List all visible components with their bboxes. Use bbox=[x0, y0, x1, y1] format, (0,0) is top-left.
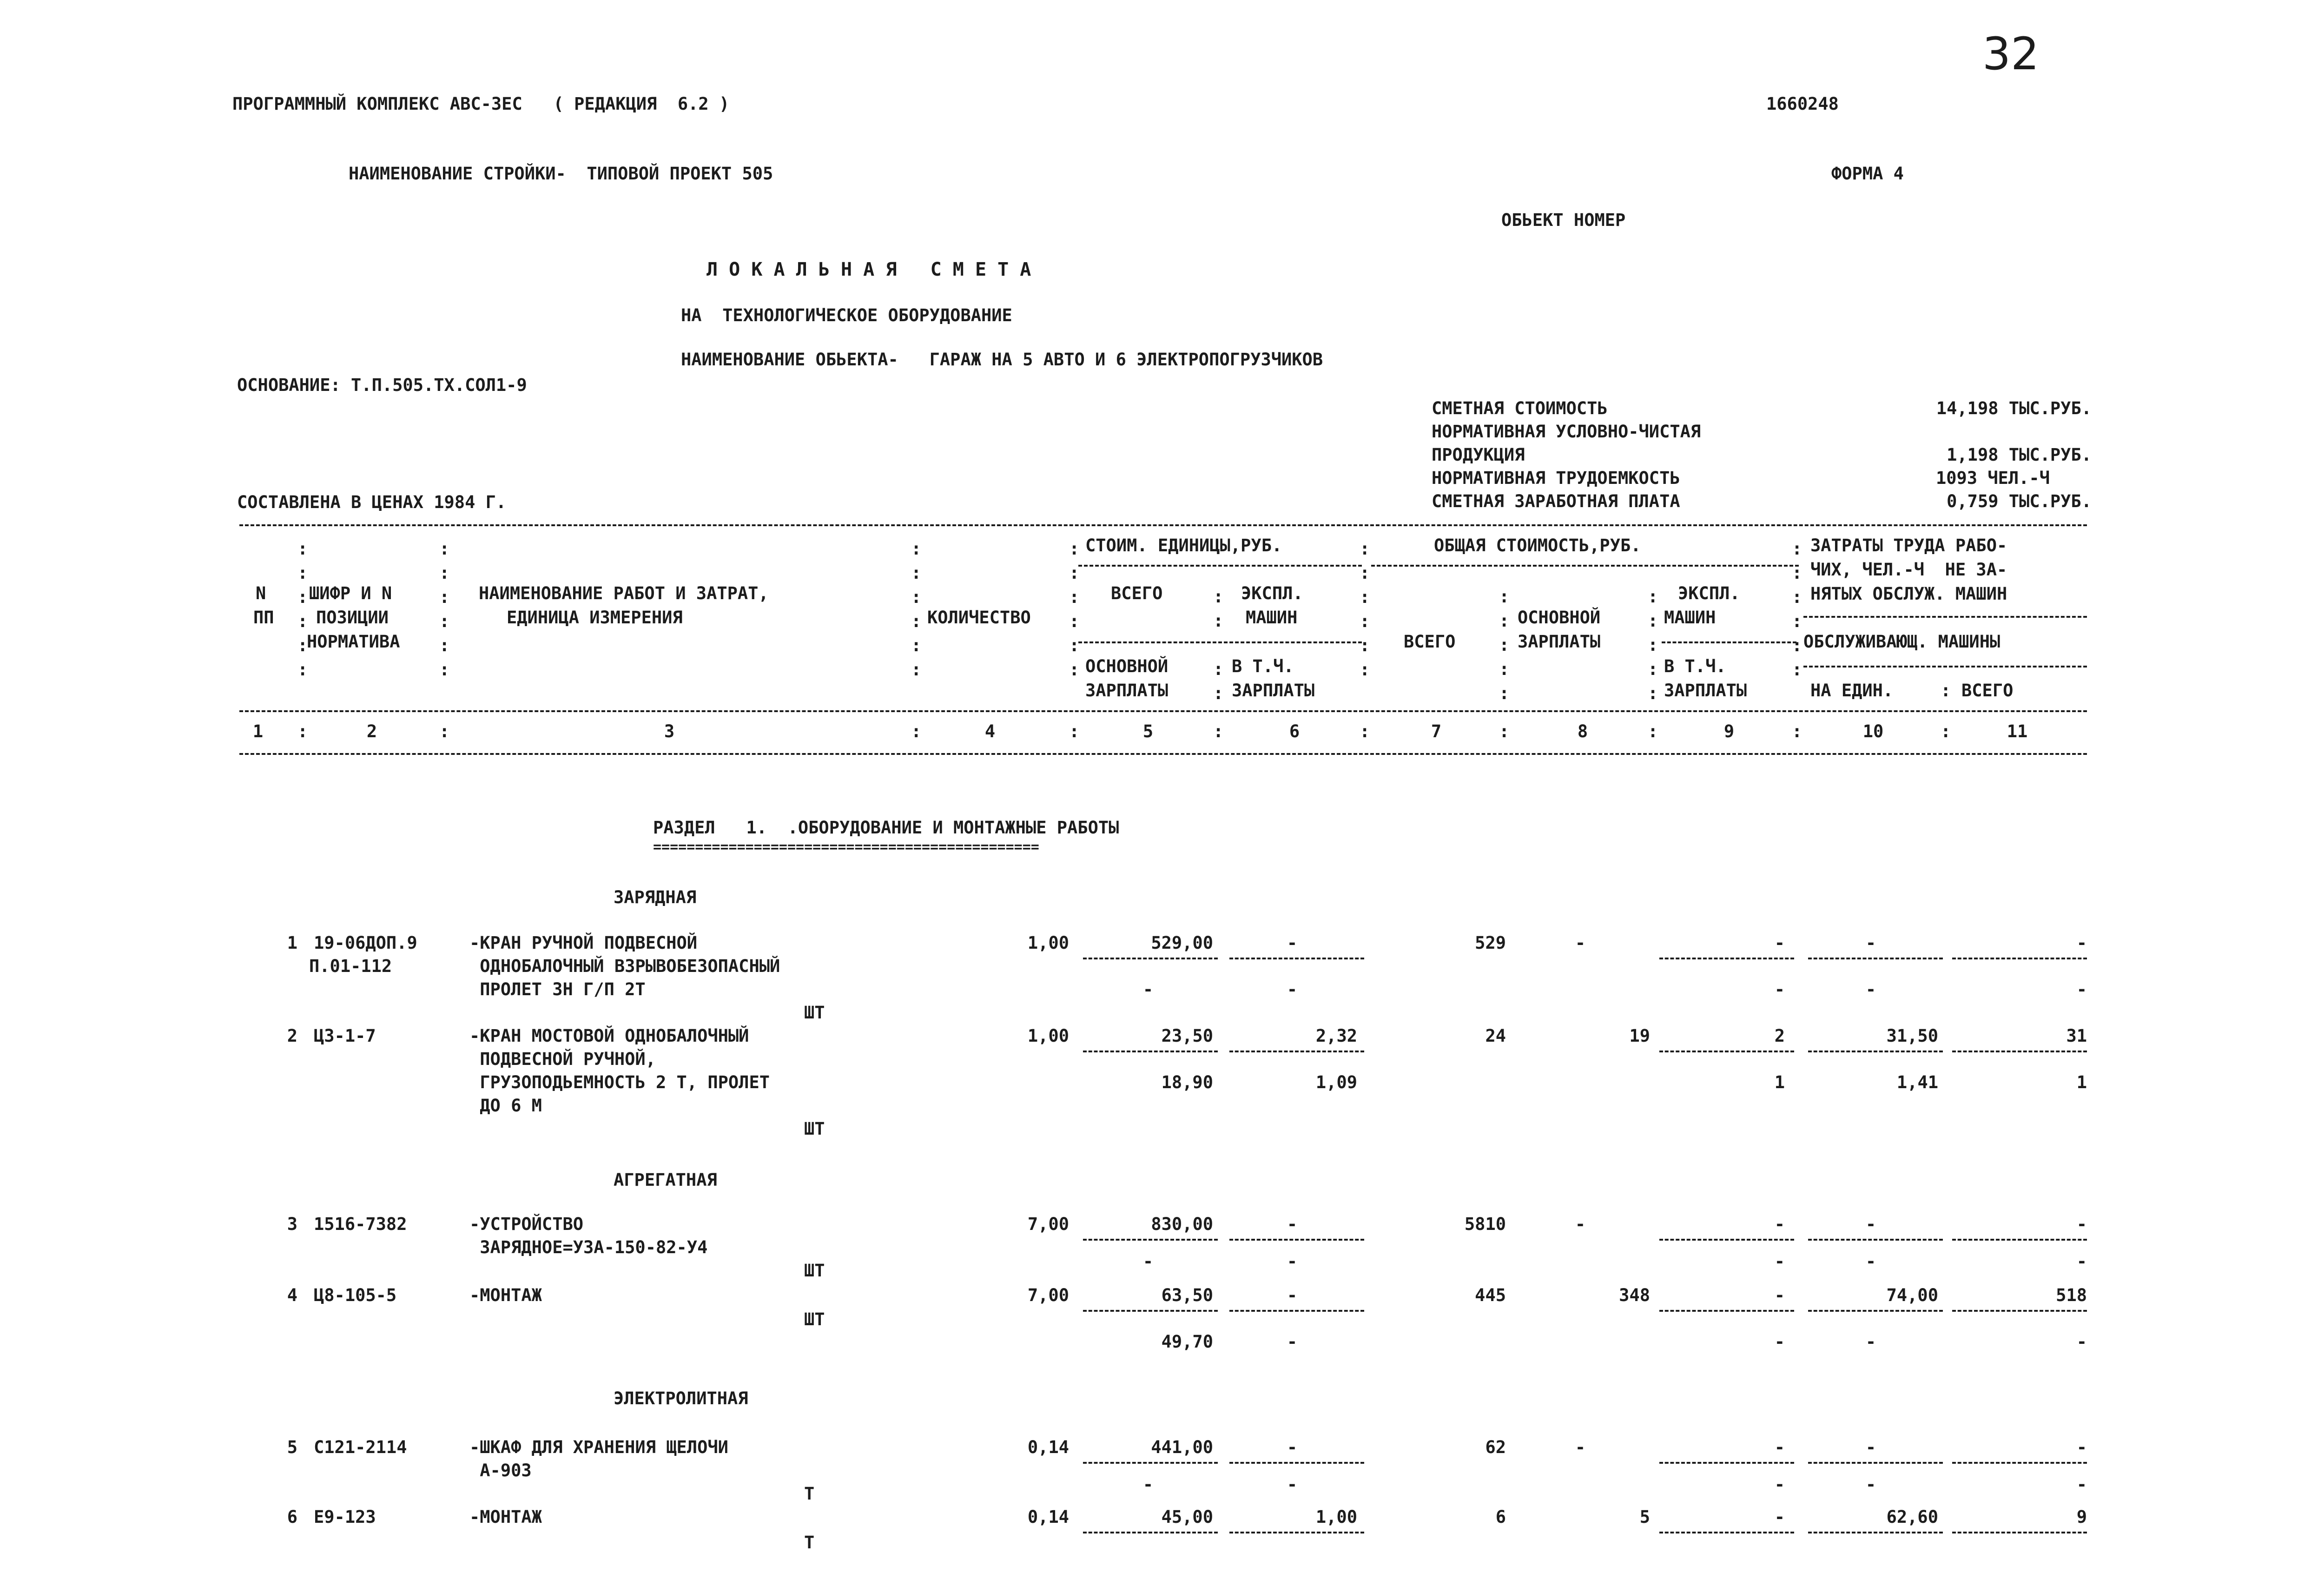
value-rule bbox=[1952, 1051, 2087, 1052]
page-number: 32 bbox=[1982, 28, 2040, 80]
value-rule bbox=[1229, 1462, 1364, 1464]
row-number: 1 bbox=[287, 933, 297, 953]
value-rule bbox=[1952, 1239, 2087, 1241]
column-number: 4 bbox=[984, 721, 996, 741]
row-labor-unit: - bbox=[1865, 1437, 1876, 1457]
row-name: -КРАН МОСТОВОЙ ОДНОБАЛОЧНЫЙ bbox=[469, 1026, 749, 1046]
unit-wage-header: ОСНОВНОЙ bbox=[1085, 656, 1169, 676]
column-number: 8 bbox=[1577, 721, 1588, 741]
column-separator: : bbox=[1069, 721, 1080, 741]
row-number: 3 bbox=[287, 1214, 297, 1234]
row-unit-total: 441,00 bbox=[1151, 1437, 1213, 1457]
column-separator: : : : : : bbox=[1499, 587, 1510, 703]
row-labor-unit: - bbox=[1865, 1332, 1876, 1352]
row-total-machine: - bbox=[1774, 1507, 1785, 1527]
document-code: 1660248 bbox=[1766, 94, 1839, 114]
row-total-machine-wage: 1 bbox=[1774, 1072, 1785, 1092]
value-rule bbox=[1952, 958, 2087, 959]
column-separator: : bbox=[1941, 721, 1951, 741]
row-name: -УСТРОЙСТВО bbox=[469, 1214, 584, 1234]
form-number: ФОРМА 4 bbox=[1831, 164, 1904, 184]
row-labor-total: - bbox=[2076, 933, 2087, 953]
value-rule bbox=[1659, 1310, 1794, 1312]
row-number: 5 bbox=[287, 1437, 297, 1457]
row-code: П.01-112 bbox=[309, 956, 392, 976]
column-number: 2 bbox=[366, 721, 377, 741]
row-name: ЗАРЯДНОЕ=УЗА-150-82-У4 bbox=[469, 1237, 708, 1257]
column-separator: : : : : : : bbox=[1069, 539, 1080, 680]
value-rule bbox=[1229, 958, 1364, 959]
labor-header: НЯТЫХ ОБСЛУЖ. МАШИН bbox=[1810, 584, 2007, 604]
row-unit: ШТ bbox=[804, 1119, 825, 1139]
row-unit: Т bbox=[804, 1484, 815, 1504]
group-title: ЭЛЕКТРОЛИТНАЯ bbox=[614, 1388, 748, 1408]
row-unit-wage: 49,70 bbox=[1161, 1332, 1213, 1352]
row-unit: Т bbox=[804, 1533, 815, 1553]
summary-label: НОРМАТИВНАЯ ТРУДОЕМКОСТЬ bbox=[1432, 468, 1680, 488]
total-wage-header: ЗАРПЛАТЫ bbox=[1518, 632, 1601, 652]
column-separator: : : : : : : bbox=[297, 539, 308, 680]
row-name: -МОНТАЖ bbox=[469, 1507, 542, 1527]
program-name: ПРОГРАММНЫЙ КОМПЛЕКС АВС-3ЕС ( РЕДАКЦИЯ 6.2 ) bbox=[232, 94, 730, 114]
row-total: 62 bbox=[1485, 1437, 1506, 1457]
row-code: Ц3-1-7 bbox=[314, 1026, 376, 1046]
row-unit-wage: - bbox=[1142, 1474, 1154, 1494]
column-separator: : : : : : : bbox=[911, 539, 922, 680]
row-total-machine-wage: - bbox=[1774, 1251, 1785, 1271]
column-separator: : : : : : : bbox=[1792, 539, 1802, 680]
price-basis: СОСТАВЛЕНА В ЦЕНАХ 1984 Г. bbox=[237, 492, 507, 512]
value-rule bbox=[1083, 1310, 1218, 1312]
row-unit-machine: - bbox=[1287, 933, 1298, 953]
row-name: -МОНТАЖ bbox=[469, 1285, 542, 1305]
row-unit: ШТ bbox=[804, 1003, 825, 1023]
row-unit-wage: - bbox=[1142, 979, 1154, 999]
unit-wage-header: ЗАРПЛАТЫ bbox=[1085, 681, 1169, 700]
summary-value: 1093 ЧЕЛ.-Ч bbox=[1935, 468, 2050, 488]
row-total-wage: - bbox=[1575, 1214, 1586, 1234]
summary-label: НОРМАТИВНАЯ УСЛОВНО-ЧИСТАЯ bbox=[1432, 422, 1701, 442]
column-number: 6 bbox=[1289, 721, 1300, 741]
column-separator: : bbox=[439, 721, 450, 741]
row-total-wage: - bbox=[1575, 1437, 1586, 1457]
row-unit-machine-wage: - bbox=[1287, 1332, 1298, 1352]
column-separator: : : : : : : bbox=[1360, 539, 1370, 680]
header-rule bbox=[1803, 666, 2087, 667]
row-total-wage: 348 bbox=[1619, 1285, 1650, 1305]
value-rule bbox=[1083, 1532, 1218, 1533]
row-labor-total: - bbox=[2076, 1251, 2087, 1271]
row-total: 445 bbox=[1475, 1285, 1506, 1305]
total-machine-wage-header: В Т.Ч. bbox=[1664, 656, 1726, 676]
row-code: 19-06ДОП.9 bbox=[314, 933, 417, 953]
labor-total-header: ВСЕГО bbox=[1961, 681, 2014, 700]
unit-machine-wage-header: ЗАРПЛАТЫ bbox=[1232, 681, 1315, 700]
row-labor-unit: - bbox=[1865, 979, 1876, 999]
value-rule bbox=[1808, 1532, 1943, 1533]
row-name: ПОДВЕСНОЙ РУЧНОЙ, bbox=[469, 1049, 656, 1069]
header-rule bbox=[1078, 565, 1362, 567]
row-labor-unit: - bbox=[1865, 1214, 1876, 1234]
row-labor-total: - bbox=[2076, 1437, 2087, 1457]
row-labor-unit: 1,41 bbox=[1896, 1072, 1938, 1092]
unit-cost-header: СТОИМ. ЕДИНИЦЫ,РУБ. bbox=[1085, 535, 1282, 555]
row-labor-total: - bbox=[2076, 979, 2087, 999]
row-number: 6 bbox=[287, 1507, 297, 1527]
row-labor-total: 9 bbox=[2076, 1507, 2087, 1527]
row-unit-machine: - bbox=[1287, 1437, 1298, 1457]
row-unit-total: 830,00 bbox=[1151, 1214, 1213, 1234]
unit-machine-wage-header: В Т.Ч. bbox=[1232, 656, 1294, 676]
row-name: ОДНОБАЛОЧНЫЙ ВЗРЫВОБЕЗОПАСНЫЙ bbox=[469, 956, 780, 976]
col4-header: КОЛИЧЕСТВО bbox=[927, 608, 1031, 628]
document-title: Л О К А Л Ь Н А Я С М Е Т А bbox=[706, 259, 1031, 280]
column-number: 9 bbox=[1723, 721, 1735, 741]
column-separator: : : : : : : bbox=[439, 539, 450, 680]
col2-header: НОРМАТИВА bbox=[307, 632, 400, 652]
section-title: РАЗДЕЛ 1. .ОБОРУДОВАНИЕ И МОНТАЖНЫЕ РАБОТЫ bbox=[653, 818, 1119, 838]
total-header: ВСЕГО bbox=[1404, 632, 1456, 652]
row-unit-total: 63,50 bbox=[1161, 1285, 1213, 1305]
object-number: ОБЬЕКТ НОМЕР bbox=[1501, 210, 1626, 230]
row-unit-machine: 2,32 bbox=[1315, 1026, 1357, 1046]
row-unit-machine: 1,00 bbox=[1315, 1507, 1357, 1527]
row-name: -КРАН РУЧНОЙ ПОДВЕСНОЙ bbox=[469, 933, 698, 953]
labor-header: ЧИХ, ЧЕЛ.-Ч НЕ ЗА- bbox=[1810, 560, 2007, 580]
value-rule bbox=[1083, 1051, 1218, 1052]
summary-value: 0,759 ТЫС.РУБ. bbox=[1947, 491, 2092, 511]
column-separator: : bbox=[1648, 721, 1658, 741]
col2-header: ПОЗИЦИИ bbox=[316, 608, 389, 628]
row-labor-total: - bbox=[2076, 1474, 2087, 1494]
value-rule bbox=[1952, 1310, 2087, 1312]
row-labor-unit: - bbox=[1865, 933, 1876, 953]
header-mid-rule bbox=[239, 710, 2087, 712]
summary-value: 1,198 ТЫС.РУБ. bbox=[1947, 445, 2092, 465]
row-unit-machine-wage: - bbox=[1287, 1474, 1298, 1494]
header-rule bbox=[1662, 641, 1796, 643]
row-labor-unit: - bbox=[1865, 1474, 1876, 1494]
row-unit-machine-wage: - bbox=[1287, 979, 1298, 999]
col3-header: ЕДИНИЦА ИЗМЕРЕНИЯ bbox=[507, 608, 683, 628]
row-total-machine-wage: - bbox=[1774, 1474, 1785, 1494]
total-cost-header: ОБЩАЯ СТОИМОСТЬ,РУБ. bbox=[1434, 535, 1641, 555]
column-separator: : bbox=[1941, 681, 1951, 700]
header-top-rule bbox=[239, 524, 2087, 526]
group-title: АГРЕГАТНАЯ bbox=[614, 1170, 717, 1190]
column-separator: : bbox=[911, 721, 922, 741]
value-rule bbox=[1083, 958, 1218, 959]
row-unit-wage: - bbox=[1142, 1251, 1154, 1271]
row-total: 5810 bbox=[1464, 1214, 1506, 1234]
total-machine-wage-header: ЗАРПЛАТЫ bbox=[1664, 681, 1747, 700]
value-rule bbox=[1083, 1462, 1218, 1464]
row-unit: ШТ bbox=[804, 1309, 825, 1329]
value-rule bbox=[1952, 1532, 2087, 1533]
row-labor-unit: 74,00 bbox=[1886, 1285, 1938, 1305]
row-labor-total: 1 bbox=[2076, 1072, 2087, 1092]
row-code: С121-2114 bbox=[314, 1437, 407, 1457]
column-number: 7 bbox=[1431, 721, 1442, 741]
col1-header: ПП bbox=[253, 608, 274, 628]
row-total-machine: - bbox=[1774, 1214, 1785, 1234]
row-unit-machine-wage: 1,09 bbox=[1315, 1072, 1357, 1092]
row-total-wage: 19 bbox=[1629, 1026, 1650, 1046]
row-total-machine: 2 bbox=[1774, 1026, 1785, 1046]
row-unit-total: 45,00 bbox=[1161, 1507, 1213, 1527]
row-number: 4 bbox=[287, 1285, 297, 1305]
value-rule bbox=[1659, 1051, 1794, 1052]
total-machine-header: ЭКСПЛ. bbox=[1678, 583, 1740, 603]
column-number: 3 bbox=[664, 721, 675, 741]
col2-header: ШИФР И N bbox=[309, 583, 392, 603]
row-name: А-903 bbox=[469, 1460, 532, 1480]
construction-name: НАИМЕНОВАНИЕ СТРОЙКИ- ТИПОВОЙ ПРОЕКТ 505 bbox=[349, 164, 773, 184]
column-number: 1 bbox=[252, 721, 264, 741]
row-quantity: 1,00 bbox=[1027, 1026, 1069, 1046]
column-separator: : : : : : bbox=[1648, 587, 1658, 703]
labor-header: ЗАТРАТЫ ТРУДА РАБО- bbox=[1810, 535, 2007, 555]
column-separator: : bbox=[1360, 721, 1370, 741]
row-total-machine: - bbox=[1774, 1437, 1785, 1457]
column-separator: : : : : bbox=[1213, 587, 1224, 703]
value-rule bbox=[1808, 1462, 1943, 1464]
value-rule bbox=[1083, 1239, 1218, 1241]
total-machine-header: МАШИН bbox=[1664, 608, 1716, 628]
value-rule bbox=[1229, 1532, 1364, 1533]
row-total-machine-wage: - bbox=[1774, 1332, 1785, 1352]
value-rule bbox=[1808, 958, 1943, 959]
row-labor-total: 31 bbox=[2066, 1026, 2087, 1046]
total-wage-header: ОСНОВНОЙ bbox=[1518, 608, 1601, 628]
column-separator: : bbox=[1213, 721, 1224, 741]
basis: ОСНОВАНИЕ: Т.П.505.ТХ.СОЛ1-9 bbox=[237, 375, 527, 395]
labor-service-header: ОБСЛУЖИВАЮЩ. МАШИНЫ bbox=[1803, 632, 2000, 652]
column-number: 11 bbox=[2007, 721, 2028, 741]
row-total-machine: - bbox=[1774, 1285, 1785, 1305]
value-rule bbox=[1659, 1239, 1794, 1241]
object-name: НАИМЕНОВАНИЕ ОБЬЕКТА- ГАРАЖ НА 5 АВТО И 6 ЭЛЕКТРОПОГРУЗЧИКОВ bbox=[681, 350, 1323, 370]
row-unit-wage: 18,90 bbox=[1161, 1072, 1213, 1092]
header-rule bbox=[1803, 616, 2087, 618]
value-rule bbox=[1808, 1051, 1943, 1052]
header-bottom-rule bbox=[239, 753, 2087, 755]
row-quantity: 7,00 bbox=[1027, 1214, 1069, 1234]
row-unit-total: 529,00 bbox=[1151, 933, 1213, 953]
column-number: 5 bbox=[1142, 721, 1154, 741]
row-name: -ШКАФ ДЛЯ ХРАНЕНИЯ ЩЕЛОЧИ bbox=[469, 1437, 728, 1457]
row-unit-total: 23,50 bbox=[1161, 1026, 1213, 1046]
column-separator: : bbox=[1792, 721, 1802, 741]
value-rule bbox=[1659, 1532, 1794, 1533]
row-total-machine-wage: - bbox=[1774, 979, 1785, 999]
row-quantity: 0,14 bbox=[1027, 1507, 1069, 1527]
row-name: ДО 6 М bbox=[469, 1096, 542, 1116]
col1-header: N bbox=[256, 583, 266, 603]
value-rule bbox=[1229, 1310, 1364, 1312]
row-name: ГРУЗОПОДЬЕМНОСТЬ 2 Т, ПРОЛЕТ bbox=[469, 1072, 770, 1092]
value-rule bbox=[1952, 1462, 2087, 1464]
row-labor-total: - bbox=[2076, 1332, 2087, 1352]
row-total-machine: - bbox=[1774, 933, 1785, 953]
document-subtitle: НА ТЕХНОЛОГИЧЕСКОЕ ОБОРУДОВАНИЕ bbox=[681, 305, 1012, 325]
summary-value: 14,198 ТЫС.РУБ. bbox=[1936, 398, 2092, 418]
section-underline: ============================================== bbox=[653, 839, 1039, 855]
row-labor-unit: - bbox=[1865, 1251, 1876, 1271]
col3-header: НАИМЕНОВАНИЕ РАБОТ И ЗАТРАТ, bbox=[479, 583, 769, 603]
value-rule bbox=[1659, 1462, 1794, 1464]
row-name: ПРОЛЕТ 3Н Г/П 2Т bbox=[469, 979, 646, 999]
labor-per-unit-header: НА ЕДИН. bbox=[1810, 681, 1894, 700]
row-labor-unit: 31,50 bbox=[1886, 1026, 1938, 1046]
unit-total-header: ВСЕГО bbox=[1111, 583, 1163, 603]
row-unit-machine: - bbox=[1287, 1214, 1298, 1234]
row-unit-machine: - bbox=[1287, 1285, 1298, 1305]
row-code: 1516-7382 bbox=[314, 1214, 407, 1234]
unit-machine-header: ЭКСПЛ. bbox=[1241, 583, 1303, 603]
value-rule bbox=[1808, 1239, 1943, 1241]
summary-label: СМЕТНАЯ СТОИМОСТЬ bbox=[1432, 398, 1608, 418]
row-total: 529 bbox=[1475, 933, 1506, 953]
value-rule bbox=[1229, 1051, 1364, 1052]
row-quantity: 1,00 bbox=[1027, 933, 1069, 953]
value-rule bbox=[1659, 958, 1794, 959]
row-labor-unit: 62,60 bbox=[1886, 1507, 1938, 1527]
column-separator: : bbox=[297, 721, 308, 741]
row-total-wage: - bbox=[1575, 933, 1586, 953]
row-unit: ШТ bbox=[804, 1261, 825, 1281]
value-rule bbox=[1808, 1310, 1943, 1312]
unit-machine-header: МАШИН bbox=[1246, 608, 1298, 628]
row-unit-machine-wage: - bbox=[1287, 1251, 1298, 1271]
row-code: Ц8-105-5 bbox=[314, 1285, 397, 1305]
row-quantity: 7,00 bbox=[1027, 1285, 1069, 1305]
summary-label: СМЕТНАЯ ЗАРАБОТНАЯ ПЛАТА bbox=[1432, 491, 1680, 511]
row-labor-total: - bbox=[2076, 1214, 2087, 1234]
row-total: 6 bbox=[1495, 1507, 1506, 1527]
group-title: ЗАРЯДНАЯ bbox=[614, 887, 697, 907]
row-total-wage: 5 bbox=[1639, 1507, 1650, 1527]
row-code: Е9-123 bbox=[314, 1507, 376, 1527]
header-rule bbox=[1371, 565, 1799, 567]
value-rule bbox=[1229, 1239, 1364, 1241]
row-labor-total: 518 bbox=[2056, 1285, 2087, 1305]
row-total: 24 bbox=[1485, 1026, 1506, 1046]
column-separator: : bbox=[1499, 721, 1510, 741]
summary-label: ПРОДУКЦИЯ bbox=[1432, 445, 1525, 465]
column-number: 10 bbox=[1862, 721, 1884, 741]
row-quantity: 0,14 bbox=[1027, 1437, 1069, 1457]
row-number: 2 bbox=[287, 1026, 297, 1046]
